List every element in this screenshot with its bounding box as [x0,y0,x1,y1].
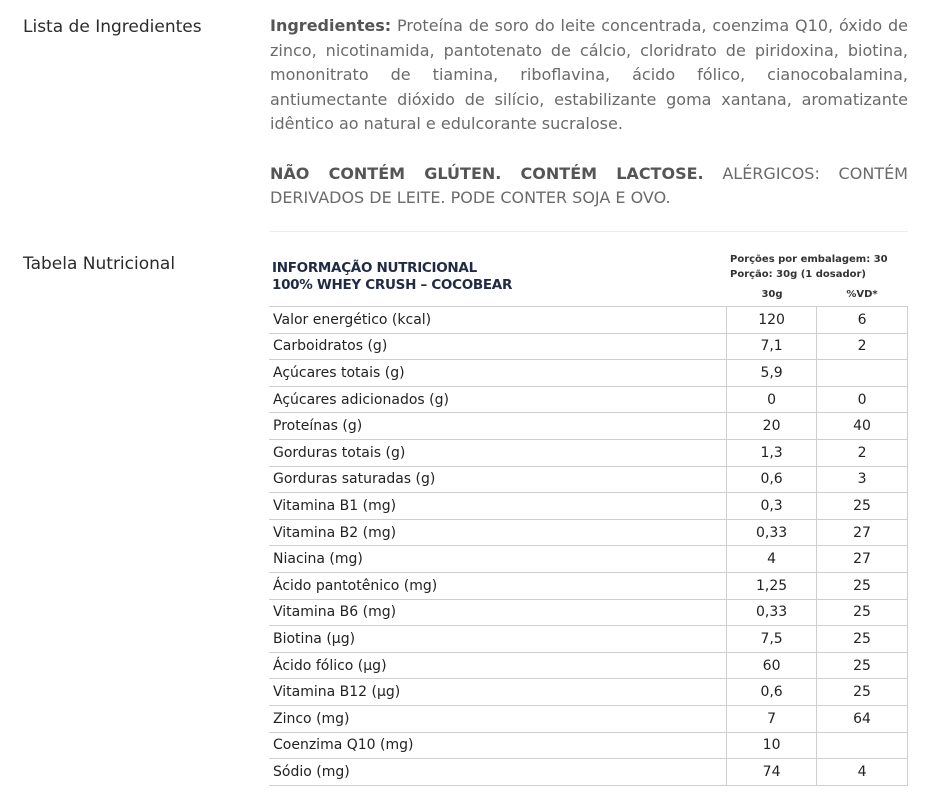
table-row [269,439,908,466]
allergen-bold-text: NÃO CONTÉM GLÚTEN. CONTÉM LACTOSE. [270,163,704,183]
nutrient-vd: 25 [817,572,908,599]
portion-info [730,252,888,282]
table-row [269,705,908,732]
ingredients-paragraph [270,14,908,137]
nutrition-table [269,306,908,786]
nutrient-amount: 0,3 [727,493,817,520]
nutrient-vd: 2 [817,333,908,360]
nutrient-vd [817,360,908,387]
table-row [269,493,908,520]
nutrient-name: Vitamina B2 (mg) [269,519,727,546]
nutrient-vd: 4 [817,759,908,786]
nutrient-vd: 6 [817,307,908,334]
table-row [269,386,908,413]
nutrient-amount: 0,33 [727,519,817,546]
table-row [269,626,908,653]
nutrient-amount: 20 [727,413,817,440]
ingredients-block [270,14,908,211]
nutrient-amount: 0,6 [727,466,817,493]
nutrient-name: Sódio (mg) [269,759,727,786]
nutrient-name: Proteínas (g) [269,413,727,440]
table-row [269,307,908,334]
ingredients-section-label: Lista de Ingredientes [23,17,202,37]
nutrition-title-line2: 100% WHEY CRUSH – COCOBEAR [272,277,513,293]
table-row [269,546,908,573]
portion-size: Porção: 30g (1 dosador) [730,269,866,280]
nutrient-amount: 1,25 [727,572,817,599]
nutrient-name: Açúcares adicionados (g) [269,386,727,413]
section-divider [270,231,908,232]
table-row [269,732,908,759]
nutrient-name: Vitamina B1 (mg) [269,493,727,520]
nutrition-table-title [272,260,512,294]
nutrient-vd: 27 [817,546,908,573]
nutrient-name: Ácido pantotênico (mg) [269,572,727,599]
nutrient-name: Gorduras saturadas (g) [269,466,727,493]
table-row [269,652,908,679]
table-row [269,413,908,440]
nutrient-vd: 0 [817,386,908,413]
table-row [269,360,908,387]
nutrient-amount: 1,3 [727,439,817,466]
nutrient-amount: 0,6 [727,679,817,706]
nutrient-vd [817,732,908,759]
ingredients-text: Proteína de soro do leite concentrada, coenzima Q10, óxido de zinco, nicotinamida, pantotenato de cálcio, cloridrato de piridoxina, biotina, mononitrato de tiamina, riboflavina, ácido fólico, cianocobalamina, antiumectante dióxido de silício, estabilizante goma xantana, aromatizante idêntico ao natural e edulcorante sucralose. [270,16,909,133]
nutrient-vd: 64 [817,705,908,732]
nutrient-vd: 25 [817,652,908,679]
nutrient-amount: 0 [727,386,817,413]
portions-per-pack: Porções por embalagem: 30 [730,254,888,265]
nutrient-vd: 25 [817,599,908,626]
nutrient-amount: 10 [727,732,817,759]
nutrient-name: Ácido fólico (µg) [269,652,727,679]
nutrient-name: Gorduras totais (g) [269,439,727,466]
nutrition-title-line1: INFORMAÇÃO NUTRICIONAL [272,260,477,276]
table-row [269,466,908,493]
nutrient-name: Carboidratos (g) [269,333,727,360]
nutrient-vd: 25 [817,493,908,520]
nutrient-vd: 25 [817,679,908,706]
nutrient-amount: 0,33 [727,599,817,626]
table-row [269,333,908,360]
nutrient-name: Vitamina B12 (µg) [269,679,727,706]
nutrient-name: Vitamina B6 (mg) [269,599,727,626]
nutrient-vd: 27 [817,519,908,546]
nutrient-amount: 120 [727,307,817,334]
allergen-text: ALÉRGICOS: CONTÉM DERIVADOS DE LEITE. PODE CONTER SOJA E OVO. [270,163,908,207]
nutrient-amount: 7,1 [727,333,817,360]
nutrient-vd: 3 [817,466,908,493]
nutrient-name: Açúcares totais (g) [269,360,727,387]
nutrient-amount: 74 [727,759,817,786]
allergen-paragraph [270,162,908,211]
ingredients-heading: Ingredientes: [270,16,392,35]
nutrient-vd: 2 [817,439,908,466]
column-header-vd: %VD* [846,289,878,300]
table-row [269,572,908,599]
nutrient-vd: 25 [817,626,908,653]
column-header-amount: 30g [761,289,783,300]
nutrient-name: Niacina (mg) [269,546,727,573]
nutrient-amount: 5,9 [727,360,817,387]
nutrient-amount: 4 [727,546,817,573]
nutrition-section-label: Tabela Nutricional [23,254,176,274]
table-row [269,519,908,546]
nutrient-name: Zinco (mg) [269,705,727,732]
nutrient-amount: 7,5 [727,626,817,653]
table-row [269,759,908,786]
nutrient-name: Valor energético (kcal) [269,307,727,334]
nutrient-name: Coenzima Q10 (mg) [269,732,727,759]
nutrient-amount: 60 [727,652,817,679]
table-row [269,599,908,626]
table-row [269,679,908,706]
nutrient-name: Biotina (µg) [269,626,727,653]
nutrient-vd: 40 [817,413,908,440]
nutrient-amount: 7 [727,705,817,732]
